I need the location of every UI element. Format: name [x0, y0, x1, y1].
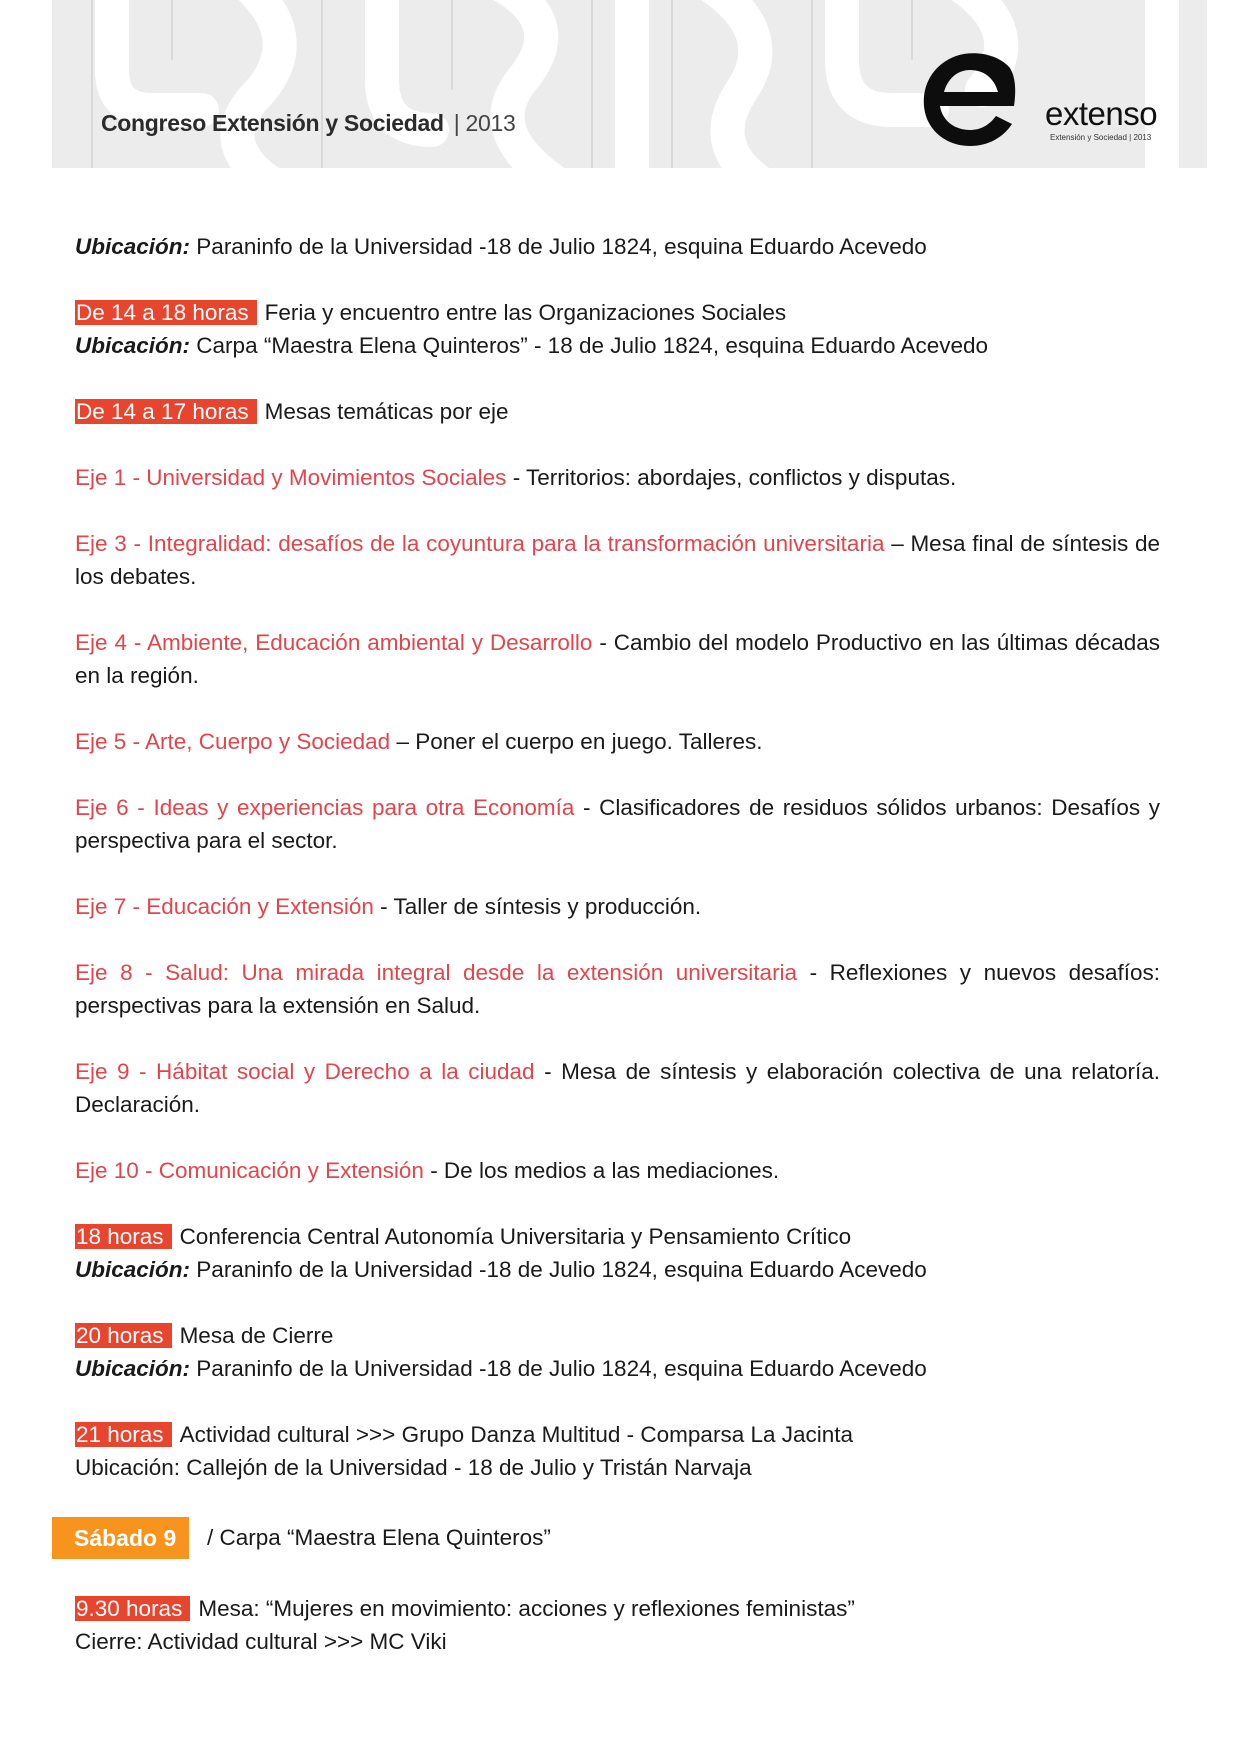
eje-description: - Mesa de síntesis y elaboración colectiva de una relatoría. Declaración.: [75, 1059, 1160, 1117]
eje-description: - Cambio del modelo Productivo en las últimas décadas en la región.: [75, 630, 1160, 688]
event-line: [75, 1592, 1160, 1625]
location-line: [75, 329, 1160, 362]
eje-title: Eje 5 - Arte, Cuerpo y Sociedad: [75, 729, 391, 754]
eje-title: Eje 10 - Comunicación y Extensión: [75, 1158, 424, 1183]
congress-year: | 2013: [453, 110, 516, 136]
eje-title: Eje 1 - Universidad y Movimientos Sociales: [75, 465, 507, 490]
day-location: / Carpa “Maestra Elena Quinteros”: [207, 1525, 551, 1550]
event-cultural: [75, 1418, 1160, 1484]
event-title: Actividad cultural >>> Grupo Danza Multitud - Comparsa La Jacinta: [179, 1422, 854, 1447]
time-badge: 21 horas: [75, 1422, 172, 1447]
day-badge: Sábado 9: [52, 1517, 189, 1559]
event-title: Feria y encuentro entre las Organizaciones Sociales: [264, 300, 787, 325]
eje-title: Eje 6 - Ideas y experiencias para otra Economía: [75, 795, 575, 820]
location-block: [75, 230, 1160, 263]
event-line: [75, 296, 1160, 329]
eje-item: [75, 956, 1160, 1022]
day-header: [75, 1517, 1160, 1559]
eje-item: [75, 626, 1160, 692]
event-conferencia: [75, 1220, 1160, 1286]
eje-item: [75, 461, 1160, 494]
event-line: [75, 395, 1160, 428]
location-label: Ubicación:: [75, 1356, 191, 1381]
closing-line: Cierre: Actividad cultural >>> MC Viki: [75, 1629, 447, 1654]
time-badge: De 14 a 17 horas: [75, 399, 257, 424]
event-line: [75, 1418, 1160, 1451]
eje-description: - Clasificadores de residuos sólidos urbanos: Desafíos y perspectiva para el sector.: [75, 795, 1160, 853]
eje-description: - De los medios a las mediaciones.: [423, 1158, 780, 1183]
eje-title: Eje 7 - Educación y Extensión: [75, 894, 374, 919]
location-text: Carpa “Maestra Elena Quinteros” - 18 de Julio 1824, esquina Eduardo Acevedo: [196, 333, 989, 358]
eje-title: Eje 3 - Integralidad: desafíos de la coyuntura para la transformación universitaria: [75, 531, 885, 556]
event-line: [75, 1319, 1160, 1352]
logo-subtitle: Extensión y Sociedad | 2013: [1050, 133, 1152, 142]
time-badge: 9.30 horas: [75, 1596, 190, 1621]
event-mesas: [75, 395, 1160, 428]
event-line: [75, 1220, 1160, 1253]
eje-description: - Territorios: abordajes, conflictos y disputas.: [506, 465, 957, 490]
eje-item: [75, 890, 1160, 923]
eje-title: Eje 8 - Salud: Una mirada integral desde la extensión universitaria: [75, 960, 798, 985]
event-title: Conferencia Central Autonomía Universitaria y Pensamiento Crítico: [179, 1224, 852, 1249]
time-badge: De 14 a 18 horas: [75, 300, 257, 325]
eje-title: Eje 4 - Ambiente, Educación ambiental y Desarrollo: [75, 630, 593, 655]
event-feria: [75, 296, 1160, 362]
location-text: Paraninfo de la Universidad -18 de Julio 1824, esquina Eduardo Acevedo: [196, 1356, 927, 1381]
eje-item: [75, 725, 1160, 758]
location-label: Ubicación:: [75, 1257, 191, 1282]
eje-item: [75, 791, 1160, 857]
time-badge: 18 horas: [75, 1224, 172, 1249]
event-title: Mesa de Cierre: [179, 1323, 334, 1348]
eje-item: [75, 1055, 1160, 1121]
time-badge: 20 horas: [75, 1323, 172, 1348]
location-text: Paraninfo de la Universidad -18 de Julio 1824, esquina Eduardo Acevedo: [196, 1257, 927, 1282]
eje-description: - Taller de síntesis y producción.: [373, 894, 702, 919]
location-label: Ubicación:: [75, 234, 191, 259]
location-line: Ubicación: Callejón de la Universidad - 18 de Julio y Tristán Narvaja: [75, 1455, 752, 1480]
eje-description: - Reflexiones y nuevos desafíos: perspectivas para la extensión en Salud.: [75, 960, 1160, 1018]
event-cierre: [75, 1319, 1160, 1385]
schedule-content: [75, 230, 1160, 1691]
eje-item: [75, 527, 1160, 593]
congress-name: Congreso Extensión y Sociedad: [101, 110, 444, 136]
location-label: Ubicación:: [75, 333, 191, 358]
eje-description: – Poner el cuerpo en juego. Talleres.: [390, 729, 763, 754]
eje-title: Eje 9 - Hábitat social y Derecho a la ciudad: [75, 1059, 535, 1084]
banner-title: [101, 110, 516, 137]
location-text: Paraninfo de la Universidad -18 de Julio 1824, esquina Eduardo Acevedo: [196, 234, 927, 259]
location-line: [75, 1352, 1160, 1385]
event-title: Mesa: “Mujeres en movimiento: acciones y reflexiones feministas”: [198, 1596, 855, 1621]
logo-wordmark: extenso: [1045, 95, 1158, 132]
event-title: Mesas temáticas por eje: [264, 399, 509, 424]
location-line: [75, 230, 1160, 263]
eje-item: [75, 1154, 1160, 1187]
location-line: [75, 1253, 1160, 1286]
eje-description: – Mesa final de síntesis de los debates.: [75, 531, 1160, 589]
event-mujeres: [75, 1592, 1160, 1658]
